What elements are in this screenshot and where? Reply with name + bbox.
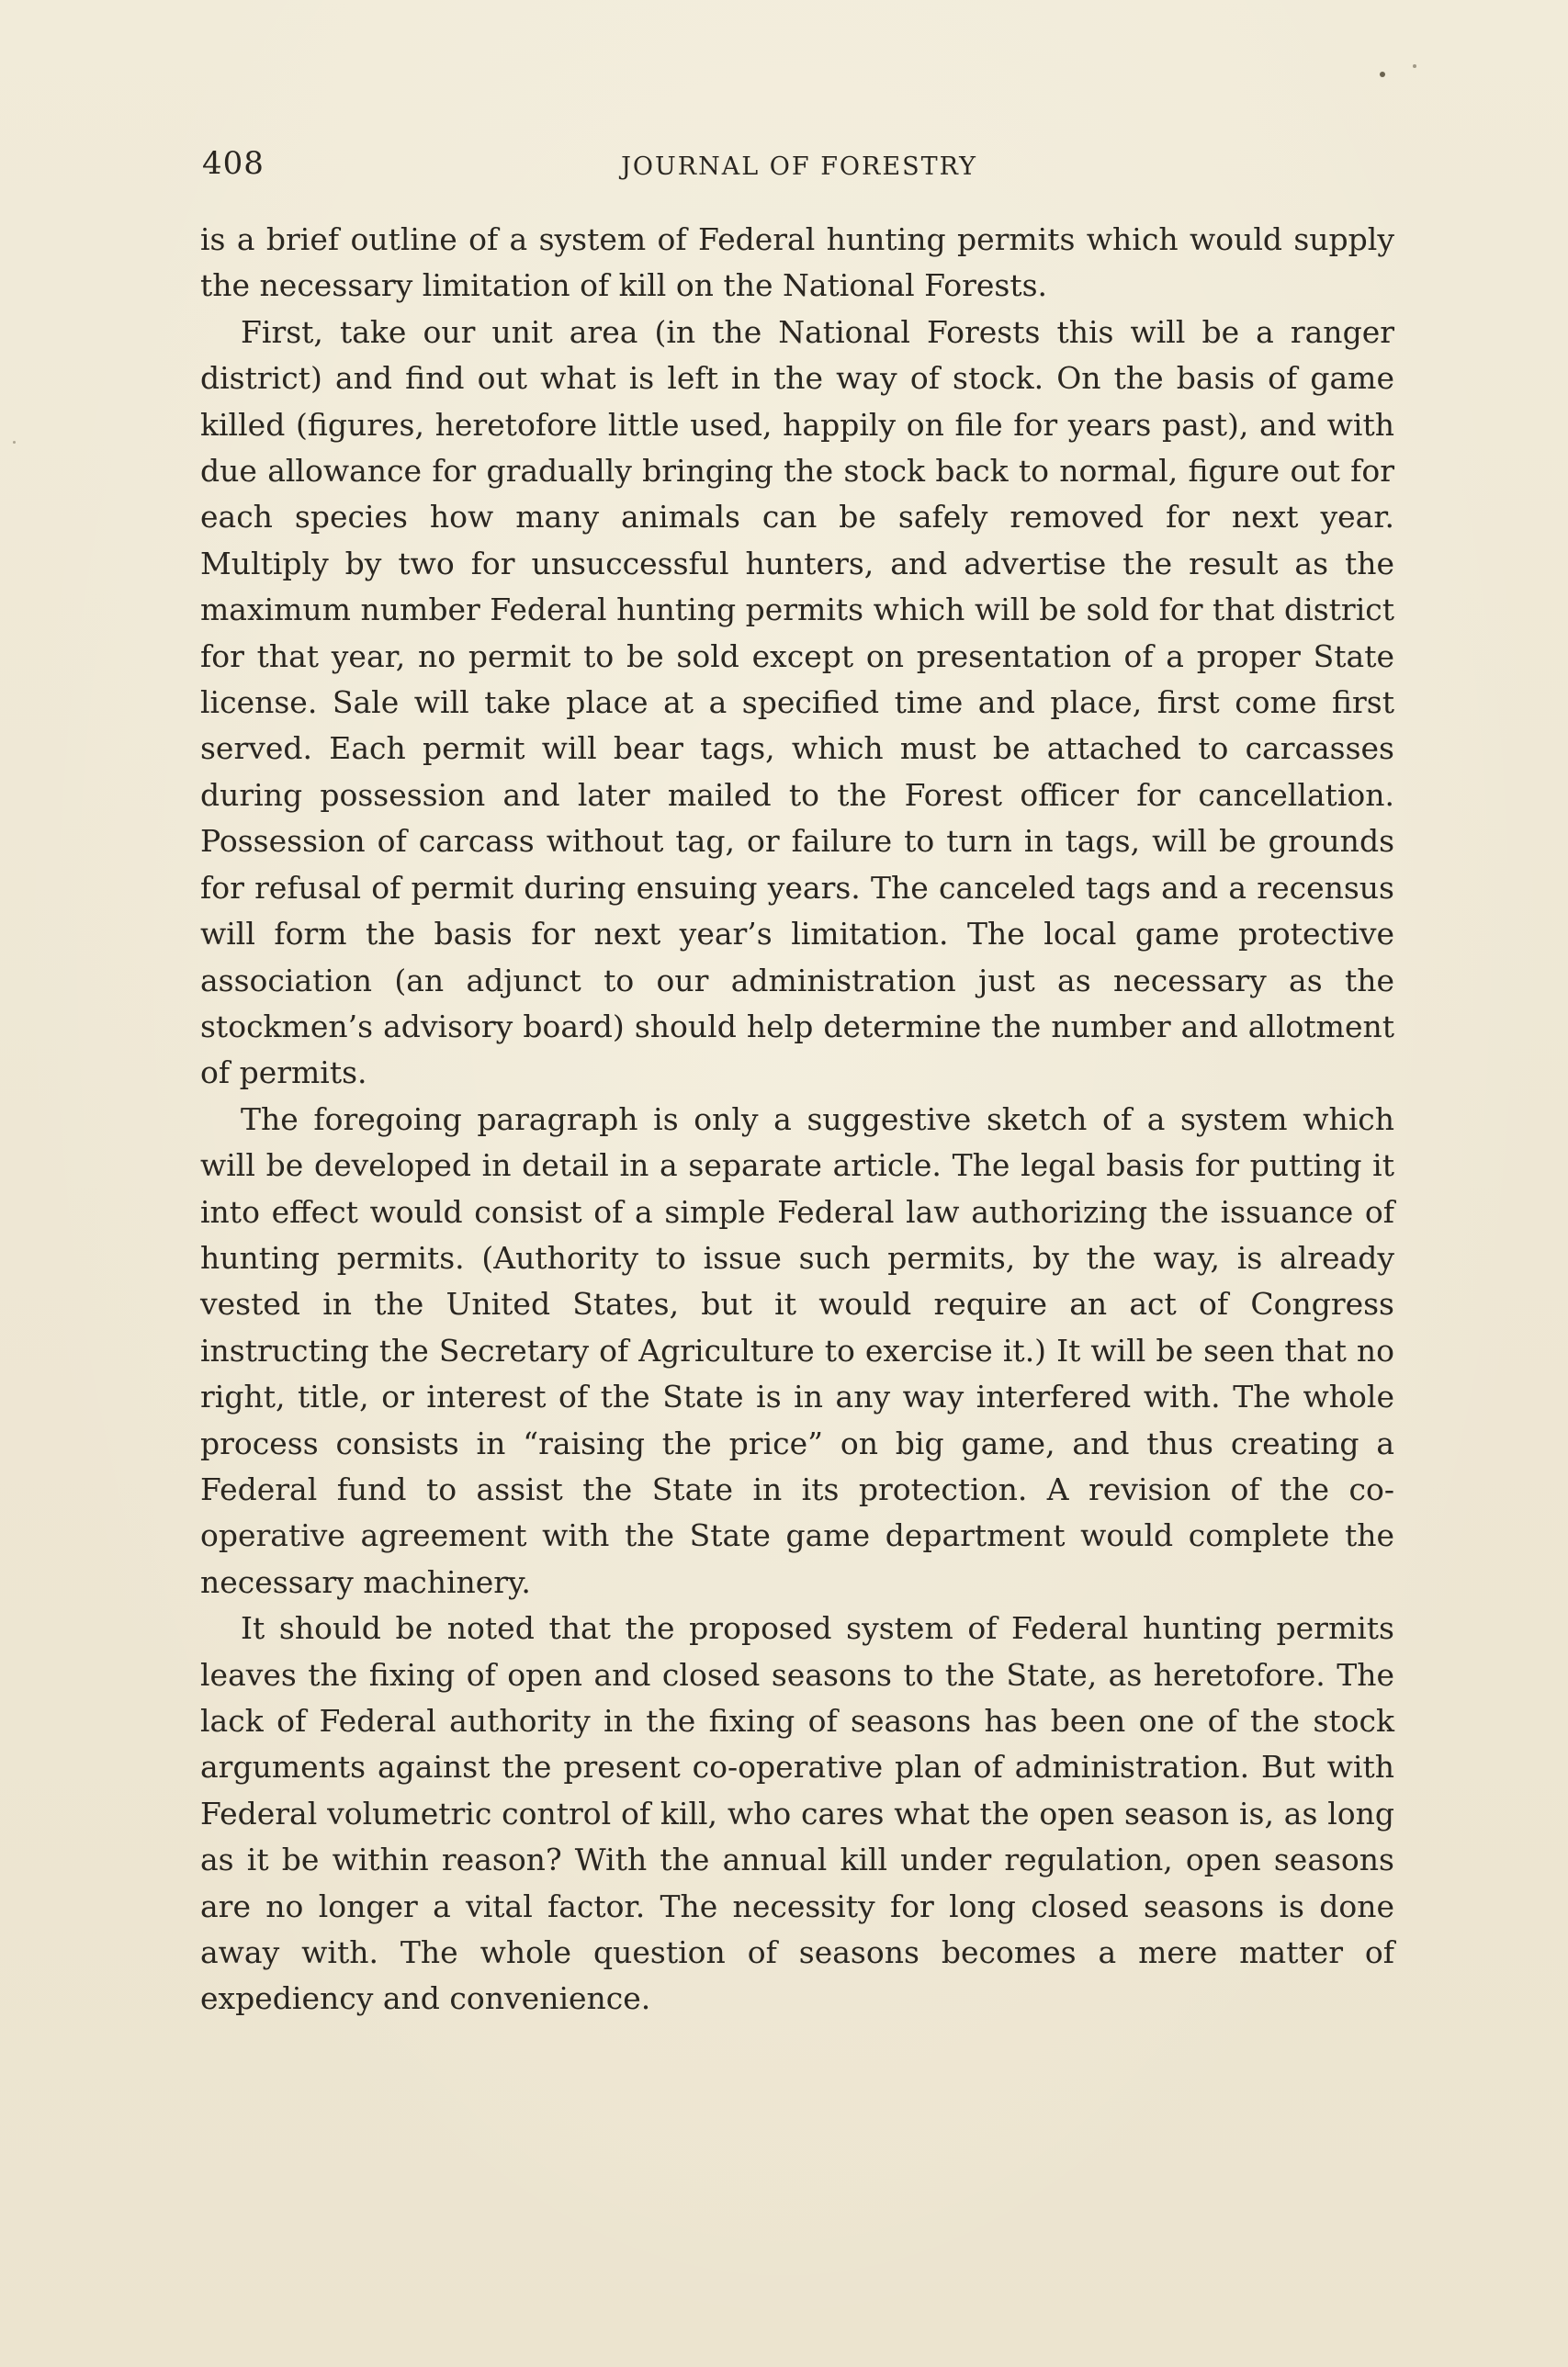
page-number: 408 (202, 145, 265, 182)
paragraph: It should be noted that the proposed system of Federal hunting permits leaves the fixing of open and closed seasons to the State, as heretofore. The lack of Federal authority in the fixing of seasons has been one of the stock arguments against the present co-operative plan of administration. But with Federal volumetric control of kill, who cares what the open season is, as long as it be within reason? With the annual kill under regulation, open seasons are no longer a vital factor. The necessity for long closed seasons is done away with. The whole question of seasons becomes a mere matter of expediency and convenience. (200, 1610, 1394, 2017)
running-head: JOURNAL OF FORESTRY (621, 152, 977, 181)
paragraph: The foregoing paragraph is only a suggestive sketch of a system which will be developed in detail in a separate article. The legal basis for putting it into effect would consist of a simple Federal law authorizing the issuance of hunting permits. (Authority to issue such permits, by the way, is already vested in the United States, but it would require an act of Congress instructing the Secretary of Agriculture to exercise it.) It will be seen that no right, title, or interest of the State is in any way interfered with. The whole process consists in “raising the price” on big game, and thus creating a Federal fund to assist the State in its protection. A revision of the co-operative agreement with the State game department would complete the necessary machinery. (200, 1100, 1394, 1600)
paper-speck (1380, 72, 1385, 77)
paragraph-continuation: is a brief outline of a system of Federal hunting permits which would supply the necessary limitation of kill on the National Forests. (200, 221, 1394, 304)
article-body (200, 217, 1394, 2023)
paper-speck (1413, 64, 1416, 68)
paragraph: First, take our unit area (in the National Forests this will be a ranger district) and find out what is left in the way of stock. On the basis of game killed (figures, heretofore little used, happily on file for years past), and with due allowance for gradually bringing the stock back to normal, figure out for each species how many animals can be safely removed for next year. Multiply by two for unsuccessful hunters, and advertise the result as the maximum number Federal hunting permits which will be sold for that district for that year, no permit to be sold except on presentation of a proper State license. Sale will take place at a specified time and place, first come first served. Each permit will bear tags, which must be attached to carcasses during possession and later mailed to the Forest officer for cancellation. Possession of carcass without tag, or failure to turn in tags, will be grounds for refusal of permit during ensuing years. The canceled tags and a recensus will form the basis for next year’s limitation. The local game protective association (an adjunct to our administration just as necessary as the stockmen’s advisory board) should help determine the number and allotment of permits. (200, 313, 1394, 1091)
paper-speck (13, 441, 16, 444)
page-header (202, 145, 1396, 191)
